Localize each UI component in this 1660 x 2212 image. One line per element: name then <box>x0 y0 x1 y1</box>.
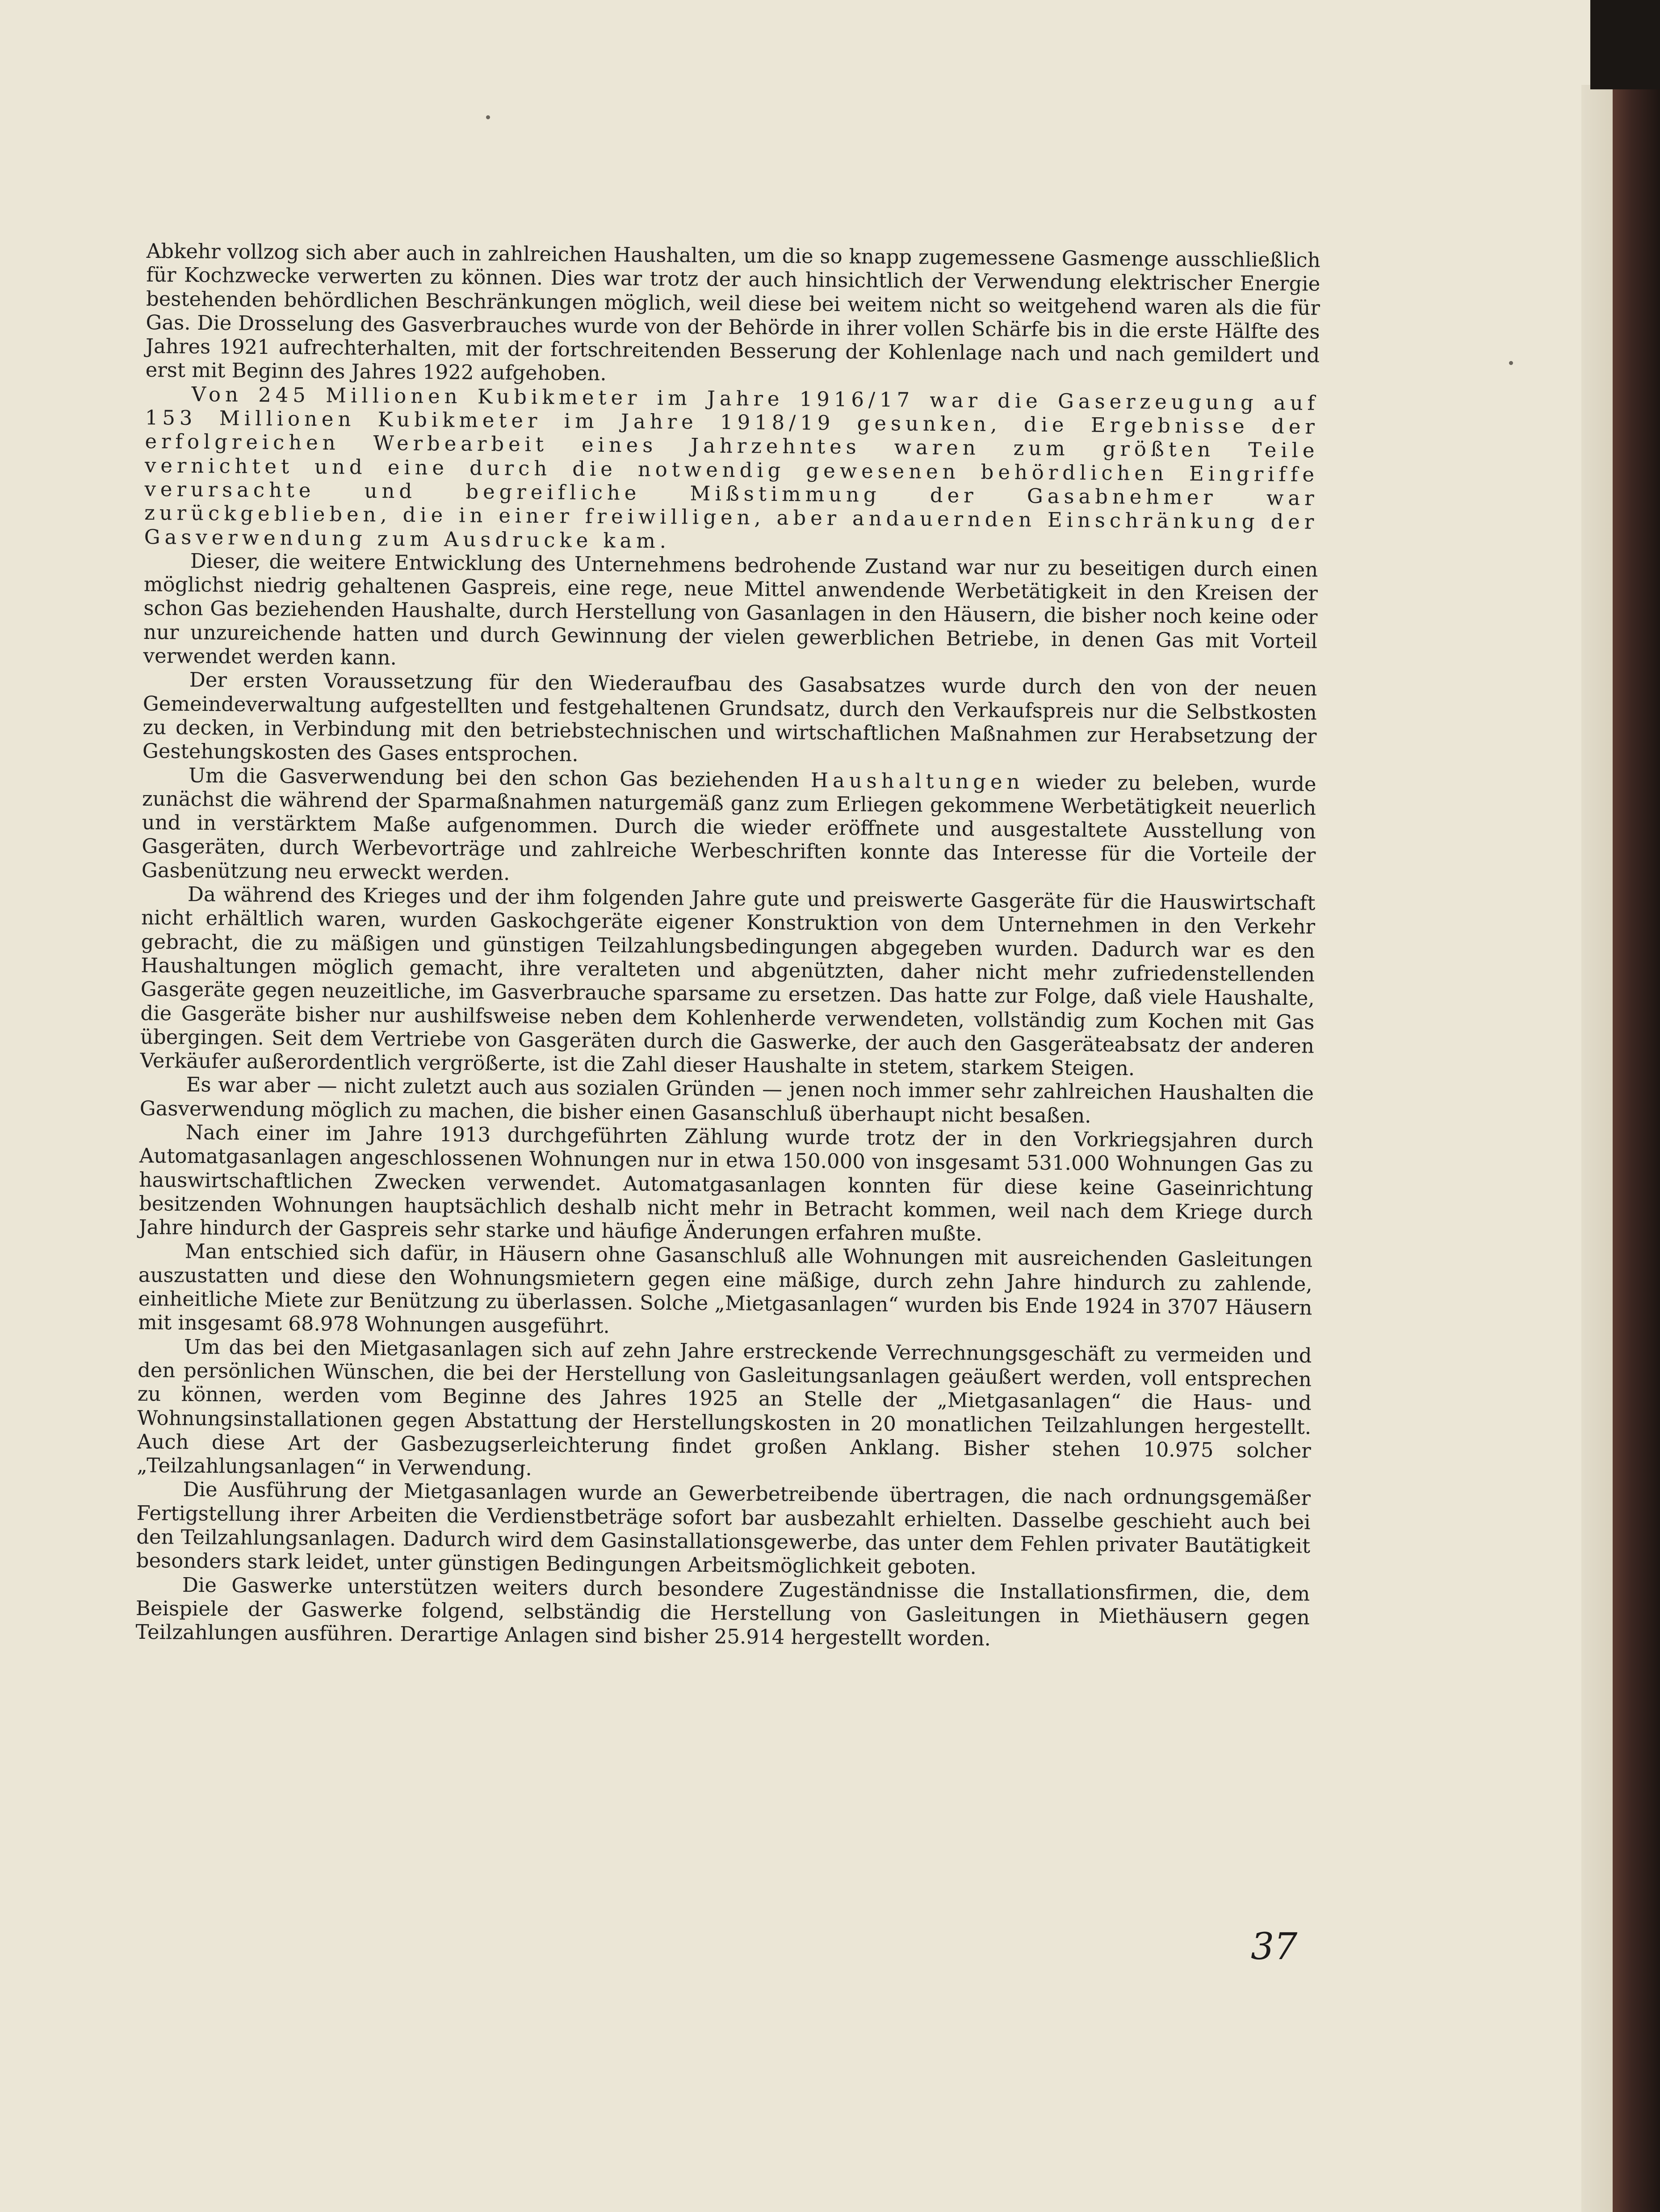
page-number: 37 <box>1251 1926 1298 1968</box>
paragraph-7: Es war aber — nicht zuletzt auch aus sozialen Gründen — jenen noch immer sehr zahlreichen Haushalten die Gasverwendung möglich zu machen, die bisher einen Gasanschluß überhaupt nicht besaßen. <box>139 1073 1314 1128</box>
paragraph-10: Um das bei den Mietgasanlagen sich auf zehn Jahre erstreckende Verrechnungsgeschäft zu vermeiden und den persönlichen Wünschen, die bei der Herstellung von Gasleitungsanlagen geäußert werden, voll entsprechen zu können, werden vom Beginne des Jahres 1925 an Stelle der „Mietgasanlagen“ die Haus- und Wohnungsinstallationen gegen Abstattung der Herstellungskosten in 20 monatlichen Teilzahlungen hergestellt. Auch diese Art der Gasbezugserleichterung findet großen Anklang. Bisher stehen 10.975 solcher „Teilzahlungsanlagen“ in Verwendung. <box>137 1335 1312 1481</box>
paragraph-1: Abkehr vollzog sich aber auch in zahlreichen Haushalten, um die so knapp zugemessene Gasmenge ausschließlich für Kochzwecke verwerten zu können. Dies war trotz der auch hinsichtlich der Verwendung elektrischer Energie bestehenden behördlichen Beschränkungen möglich, weil diese bei weitem nicht so weitgehend waren als die für Gas. Die Drosselung des Gasverbrauches wurde von der Behörde in ihrer vollen Schärfe bis in die erste Hälfte des Jahres 1921 aufrechterhalten, mit der fortschreitenden Besserung der Kohlenlage nach und nach gemildert und erst mit Beginn des Jahres 1922 aufgehoben. <box>145 239 1320 386</box>
paper-speck <box>486 115 490 119</box>
body-text <box>135 239 1320 1653</box>
book-cover-edge <box>1613 0 1660 2212</box>
paragraph-5 <box>142 763 1316 891</box>
paragraph-5-rest: wieder zu beleben, wurde zunächst die während der Sparmaßnahmen naturgemäß ganz zum Erliegen gekommene Werbetätigkeit neuerlich und in verstärktem Maße aufgenommen. Durch die wieder eröffnete und ausgestaltete Ausstellung von Gasgeräten, durch Werbevorträge und zahlreiche Werbeschriften konnte das Interesse für die Vorteile der Gasbenützung neu erweckt werden. <box>141 769 1316 885</box>
paragraph-2: Von 245 Millionen Kubikmeter im Jahre 1916/17 war die Gaserzeugung auf 153 Millionen Kubikmeter im Jahre 1918/19 gesunken, die Ergebnisse der erfolgreichen Werbearbeit eines Jahrzehntes waren zum größten Teile vernichtet und eine durch die notwendig gewesenen behördlichen Eingriffe verursachte und begreifliche Mißstimmung der Gasabnehmer war zurückgeblieben, die in einer freiwilligen, aber andauernden Einschränkung der Gasverwendung zum Ausdrucke kam. <box>144 382 1320 553</box>
paragraph-4: Der ersten Voraussetzung für den Wiederaufbau des Gasabsatzes wurde durch den von der neuen Gemeindeverwaltung aufgestellten und festgehaltenen Grundsatz, durch den Verkaufspreis nur die Selbstkosten zu decken, in Verbindung mit den betriebstechnischen und wirtschaftlichen Maßnahmen zur Herabsetzung der Gestehungskosten des Gases entsprochen. <box>142 668 1317 766</box>
paragraph-8: Nach einer im Jahre 1913 durchgeführten Zählung wurde trotz der in den Vorkriegsjahren durch Automatgasanlagen angeschlossenen Wohnungen nur in etwa 150.000 von insgesamt 531.000 Wohnungen Gas zu hauswirtschaftlichen Zwecken verwendet. Automatgasanlagen konnten für diese keine Gaseinrichtung besitzenden Wohnungen hauptsächlich deshalb nicht mehr in Betracht kommen, weil nach dem Kriege durch Jahre hindurch der Gaspreis sehr starke und häufige Änderungen erfahren mußte. <box>138 1120 1314 1246</box>
paragraph-12: Die Gaswerke unterstützen weiters durch besondere Zugeständnisse die Installationsfirmen, die, dem Beispiele der Gaswerke folgend, selbständig die Herstellung von Gasleitungen in Miethäusern gegen Teilzahlungen ausführen. Derartige Anlagen sind bisher 25.914 hergestellt worden. <box>135 1573 1310 1651</box>
paragraph-11: Die Ausführung der Mietgasanlagen wurde an Gewerbetreibende übertragen, die nach ordnungsgemäßer Fertigstellung ihrer Arbeiten die Verdienstbeträge sofort bar ausbezahlt erhielten. Dasselbe geschieht auch bei den Teilzahlungsanlagen. Dadurch wird dem Gasinstallationsgewerbe, das unter dem Fehlen privater Bautätigkeit besonders stark leidet, unter günstigen Bedingungen Arbeitsmöglichkeit geboten. <box>136 1477 1311 1579</box>
page-edge <box>1581 85 1613 2212</box>
paragraph-9: Man entschied sich dafür, in Häusern ohne Gasanschluß alle Wohnungen mit ausreichenden Gasleitungen auszustatten und diese den Wohnungsmietern gegen eine mäßige, durch zehn Jahre hindurch zu zahlende, einheitliche Miete zur Benützung zu überlassen. Solche „Mietgasanlagen“ wurden bis Ende 1924 in 3707 Häusern mit insgesamt 68.978 Wohnungen ausgeführt. <box>138 1239 1313 1338</box>
paragraph-5-start: Um die Gasverwendung bei den schon Gas beziehenden <box>188 763 811 792</box>
paragraph-6: Da während des Krieges und der ihm folgenden Jahre gute und preiswerte Gasgeräte für die Hauswirtschaft nicht erhältlich waren, wurden Gaskochgeräte eigener Konstruktion von dem Unternehmen in den Verkehr gebracht, die zu mäßigen und günstigen Teilzahlungsbedingungen abgegeben wurden. Dadurch war es den Haushaltungen möglich gemacht, ihre veralteten und abgenützten, daher nicht mehr zufriedenstellenden Gasgeräte gegen neuzeitliche, im Gasverbrauche sparsame zu ersetzen. Das hatte zur Folge, daß viele Haushalte, die Gasgeräte bisher nur aushilfsweise neben dem Kohlenherde verwendeten, vollständig zum Kochen mit Gas übergingen. Seit dem Vertriebe von Gasgeräten durch die Gaswerke, der auch den Gasgeräteabsatz der anderen Verkäufer außerordentlich vergrößerte, ist die Zahl dieser Haushalte in stetem, starkem Steigen. <box>140 882 1316 1080</box>
spaced-word-haushaltungen: Haushaltungen <box>810 768 1024 793</box>
paper-speck <box>1509 361 1513 365</box>
paragraph-3: Dieser, die weitere Entwicklung des Unternehmens bedrohende Zustand war nur zu beseitigen durch einen möglichst niedrig gehaltenen Gaspreis, eine rege, neue Mittel anwendende Werbetätigkeit in den Kreisen der schon Gas beziehenden Haushalte, durch Herstellung von Gasanlagen in den Häusern, die bisher noch keine oder nur unzureichende hatten und durch Gewinnung der vielen gewerblichen Betriebe, in denen Gas mit Vorteil verwendet werden kann. <box>143 549 1318 670</box>
background-corner <box>1590 0 1660 89</box>
